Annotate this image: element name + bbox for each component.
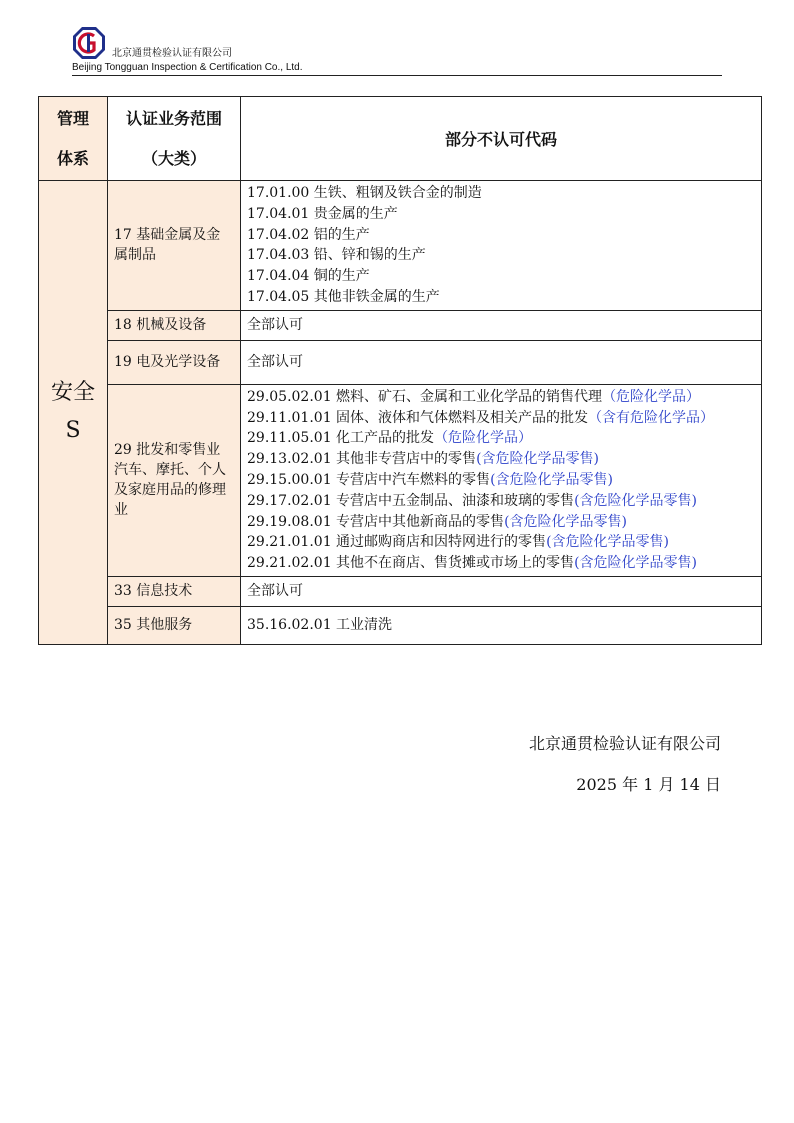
code-line: 17.04.02 铝的生产 xyxy=(247,226,370,243)
code-line: 29.17.02.01 专营店中五金制品、油漆和玻璃的零售(含危险化学品零售) xyxy=(247,492,697,509)
header-excluded-codes: 部分不认可代码 xyxy=(241,97,762,181)
hazard-note: (含危险化学品零售) xyxy=(574,492,697,509)
page-header xyxy=(72,26,722,76)
codes-cell: 全部认可 xyxy=(241,310,762,340)
header-scope-line1: 认证业务范围 xyxy=(125,108,222,128)
system-value-code: S xyxy=(65,418,81,444)
table-row xyxy=(39,340,762,384)
header-management-system-line1: 管理 xyxy=(56,108,89,128)
header-company-cn: 北京通贯检验认证有限公司 xyxy=(112,48,232,59)
codes-cell xyxy=(241,384,762,576)
certification-scope-table xyxy=(38,96,762,645)
hazard-note: (含危险化学品零售) xyxy=(546,534,669,551)
codes-cell: 全部认可 xyxy=(241,340,762,384)
code-line: 29.11.05.01 化工产品的批发（危险化学品） xyxy=(247,430,533,447)
table-row xyxy=(39,384,762,576)
hazard-note: （含有危险化学品） xyxy=(588,409,715,426)
code-line: 17.04.05 其他非铁金属的生产 xyxy=(247,288,440,305)
code-line: 29.05.02.01 燃料、矿石、金属和工业化学品的销售代理（危险化学品） xyxy=(247,388,701,405)
code-line: 17.04.01 贵金属的生产 xyxy=(247,205,398,222)
system-cell xyxy=(39,181,108,645)
system-value: 安全 xyxy=(50,380,95,406)
header-scope-line2: （大类） xyxy=(141,148,206,168)
footer-date: 2025 年 1 月 14 日 xyxy=(576,775,721,794)
table-header-row xyxy=(39,97,762,181)
header-scope xyxy=(108,97,241,181)
header-management-system xyxy=(39,97,108,181)
hazard-note: (含危险化学品零售) xyxy=(476,451,599,468)
table-row xyxy=(39,576,762,606)
category-cell: 17 基础金属及金属制品 xyxy=(108,181,241,311)
category-cell: 29 批发和零售业汽车、摩托、个人及家庭用品的修理业 xyxy=(108,384,241,576)
table-row xyxy=(39,310,762,340)
code-line: 29.11.01.01 固体、液体和气体燃料及相关产品的批发（含有危险化学品） xyxy=(247,409,715,426)
code-line: 17.04.03 铅、锌和锡的生产 xyxy=(247,247,426,264)
company-logo-icon xyxy=(72,26,106,60)
hazard-note: (含危险化学品零售) xyxy=(490,471,613,488)
hazard-note: （危险化学品） xyxy=(434,430,533,447)
code-line: 29.21.02.01 其他不在商店、售货摊或市场上的零售(含危险化学品零售) xyxy=(247,555,697,572)
codes-cell xyxy=(241,181,762,311)
hazard-note: (含危险化学品零售) xyxy=(504,513,627,530)
footer-company: 北京通贯检验认证有限公司 xyxy=(528,734,721,753)
table-row xyxy=(39,606,762,644)
table-row xyxy=(39,181,762,311)
category-cell: 35 其他服务 xyxy=(108,606,241,644)
header-divider xyxy=(72,75,722,76)
codes-cell: 35.16.02.01 工业清洗 xyxy=(241,606,762,644)
hazard-note: （危险化学品） xyxy=(602,388,701,405)
code-line: 17.01.00 生铁、粗钢及铁合金的制造 xyxy=(247,185,482,201)
header-management-system-line2: 体系 xyxy=(56,148,89,168)
code-line: 17.04.04 铜的生产 xyxy=(247,268,370,285)
codes-cell: 全部认可 xyxy=(241,576,762,606)
category-cell: 33 信息技术 xyxy=(108,576,241,606)
category-cell: 19 电及光学设备 xyxy=(108,340,241,384)
code-line: 29.21.01.01 通过邮购商店和因特网进行的零售(含危险化学品零售) xyxy=(247,534,669,551)
header-company-en: Beijing Tongguan Inspection & Certification Co., Ltd. xyxy=(72,62,303,73)
code-line: 29.15.00.01 专营店中汽车燃料的零售(含危险化学品零售) xyxy=(247,471,613,488)
hazard-note: (含危险化学品零售) xyxy=(574,555,697,572)
code-line: 29.13.02.01 其他非专营店中的零售(含危险化学品零售) xyxy=(247,451,599,468)
category-cell: 18 机械及设备 xyxy=(108,310,241,340)
code-line: 29.19.08.01 专营店中其他新商品的零售(含危险化学品零售) xyxy=(247,513,627,530)
